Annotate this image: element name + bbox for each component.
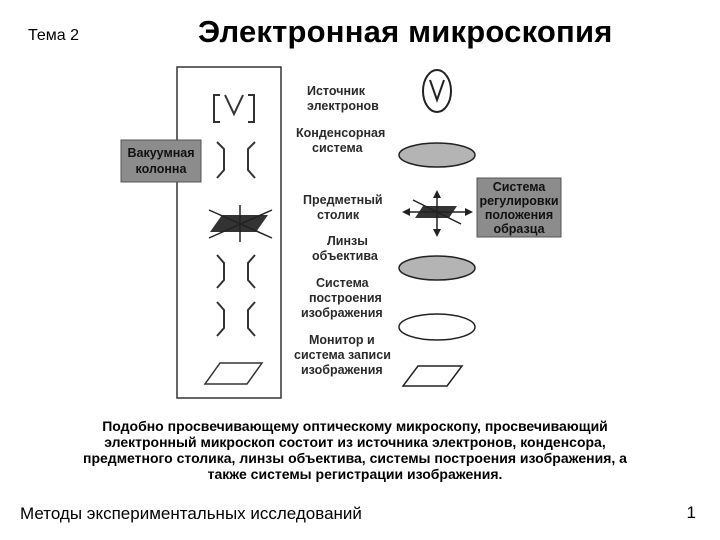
positioning-line-4: образца <box>493 222 545 236</box>
footer-text: Методы экспериментальных исследований <box>20 504 362 523</box>
column-objective-lens-icon <box>217 255 255 288</box>
label-condenser-2: система <box>312 141 363 155</box>
caption-line: электронный микроскоп состоит из источника электронов, конденсора, <box>104 434 606 450</box>
objective-lens-icon <box>399 256 475 280</box>
label-monitor-3: изображения <box>301 363 383 377</box>
topic-label: Тема 2 <box>28 27 80 44</box>
electron-gun-icon <box>423 70 451 112</box>
column-screen-icon <box>205 363 262 384</box>
label-projection-2: построения <box>309 291 382 305</box>
label-projection-1: Система <box>316 276 369 290</box>
specimen-stage-icon <box>402 190 473 237</box>
positioning-line-3: положения <box>484 208 554 222</box>
label-monitor-1: Монитор и <box>309 333 375 347</box>
label-stage-2: столик <box>317 208 360 222</box>
column-condenser-lens-icon <box>217 142 255 178</box>
positioning-line-1: Система <box>492 180 546 194</box>
caption-line: предметного столика, линзы объектива, системы построения изображения, а <box>83 450 627 466</box>
screen-icon <box>403 366 462 386</box>
caption-line: также системы регистрации изображения. <box>207 466 503 482</box>
positioning-system-box <box>477 178 561 237</box>
vacuum-column-box <box>121 140 201 182</box>
vacuum-column-line-2: колонна <box>135 162 187 176</box>
label-objective-1: Линзы <box>327 234 368 248</box>
column-projector-lens-icon <box>217 302 255 336</box>
caption-line: Подобно просвечивающему оптическому микроскопу, просвечивающий <box>102 418 608 434</box>
column-outline <box>177 67 281 398</box>
label-objective-2: объектива <box>312 249 378 263</box>
label-projection-3: изображения <box>301 306 383 320</box>
page-number: 1 <box>686 503 696 522</box>
column-specimen-stage-icon <box>209 205 272 242</box>
label-condenser-1: Конденсорная <box>296 126 386 140</box>
component-labels <box>294 84 391 377</box>
label-stage-1: Предметный <box>303 193 383 207</box>
vacuum-column-line-1: Вакуумная <box>127 146 195 160</box>
column-electron-gun-icon <box>214 95 254 122</box>
condenser-lens-icon <box>399 143 475 167</box>
projector-lens-icon <box>399 314 475 340</box>
slide-title: Электронная микроскопия <box>198 14 613 49</box>
positioning-line-2: регулировки <box>479 194 559 208</box>
label-source-2: электронов <box>307 99 379 113</box>
description-text <box>20 418 690 482</box>
label-monitor-2: система записи <box>294 348 391 362</box>
label-source-1: Источник <box>307 84 365 98</box>
